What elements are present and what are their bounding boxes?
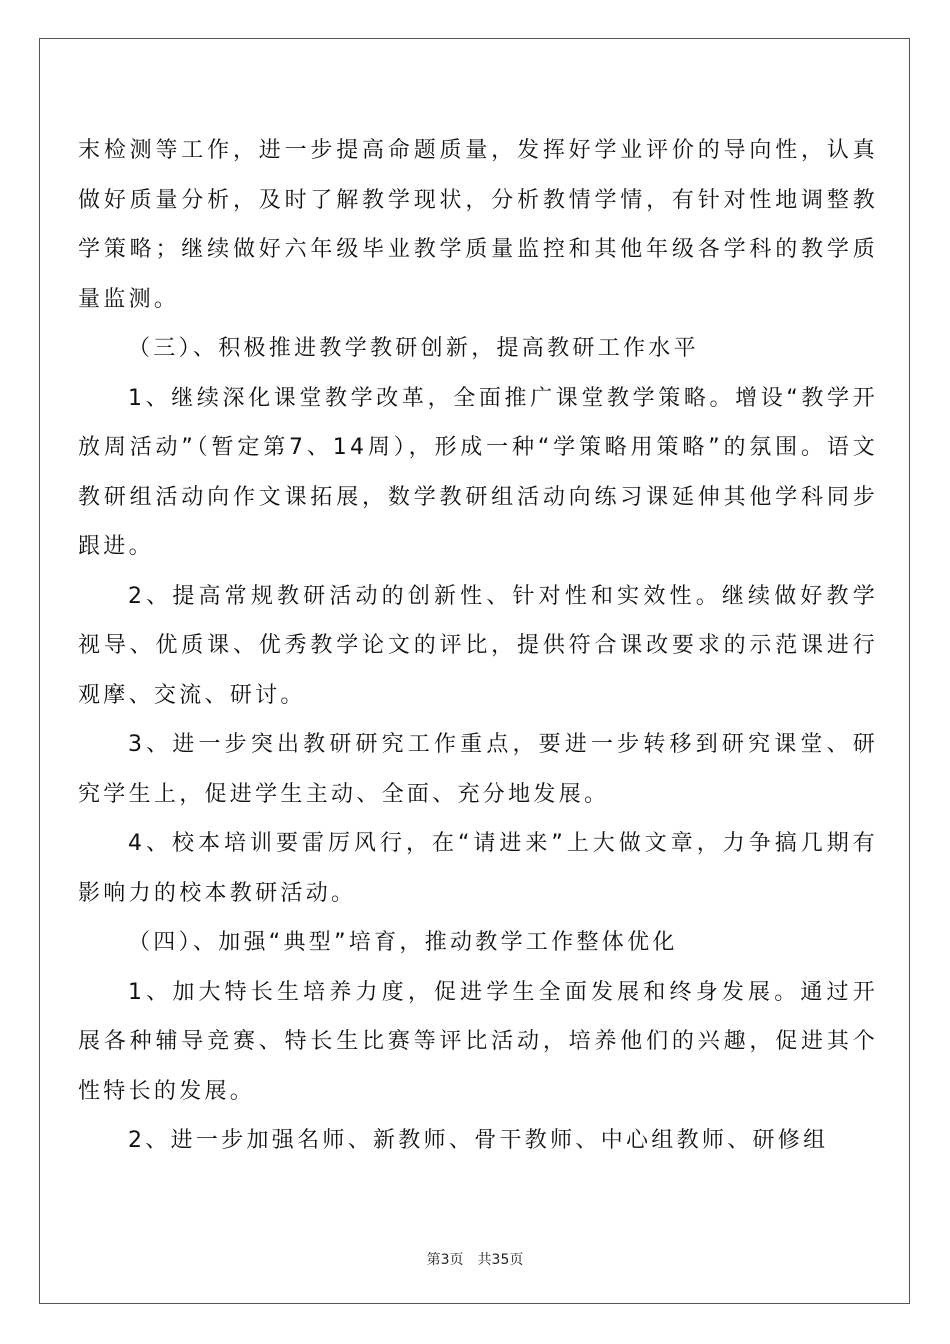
list-item: 1、继续深化课堂教学改革，全面推广课堂教学策略。增设“教学开放周活动”（暂定第7、14周），形成一种“学策略用策略”的氛围。语文教研组活动向作文课拓展，数学教研组活动向练习课延伸其他学科同步跟进。 (78, 385, 878, 559)
paragraph-continuation: 末检测等工作，进一步提高命题质量，发挥好学业评价的导向性，认真做好质量分析，及时了解教学现状，分析教情学情，有针对性地调整教学策略；继续做好六年级毕业教学质量监控和其他年级各学科的教学质量监测。 (78, 138, 878, 312)
page-total: 共35页 (477, 1252, 524, 1268)
list-item: 2、提高常规教研活动的创新性、针对性和实效性。继续做好教学视导、优质课、优秀教学论文的评比，提供符合课改要求的示范课进行观摩、交流、研讨。 (78, 583, 878, 708)
list-item: 4、校本培训要雷厉风行，在“请进来”上大做文章，力争搞几期有影响力的校本教研活动。 (78, 831, 878, 906)
page-footer (0, 1249, 950, 1269)
document-body (78, 126, 878, 1166)
list-item: 3、进一步突出教研研究工作重点，要进一步转移到研究课堂、研究学生上，促进学生主动、全面、充分地发展。 (78, 732, 878, 807)
section-heading-3: （三）、积极推进教学教研创新，提高教研工作水平 (128, 336, 699, 361)
section-heading-4: （四）、加强“典型”培育，推动教学工作整体优化 (128, 930, 678, 955)
list-item: 1、加大特长生培养力度，促进学生全面发展和终身发展。通过开展各种辅导竞赛、特长生比赛等评比活动，培养他们的兴趣，促进其个性特长的发展。 (78, 979, 878, 1104)
page-number: 第3页 (426, 1252, 464, 1268)
list-item: 2、进一步加强名师、新教师、骨干教师、中心组教师、研修组 (128, 1128, 829, 1153)
